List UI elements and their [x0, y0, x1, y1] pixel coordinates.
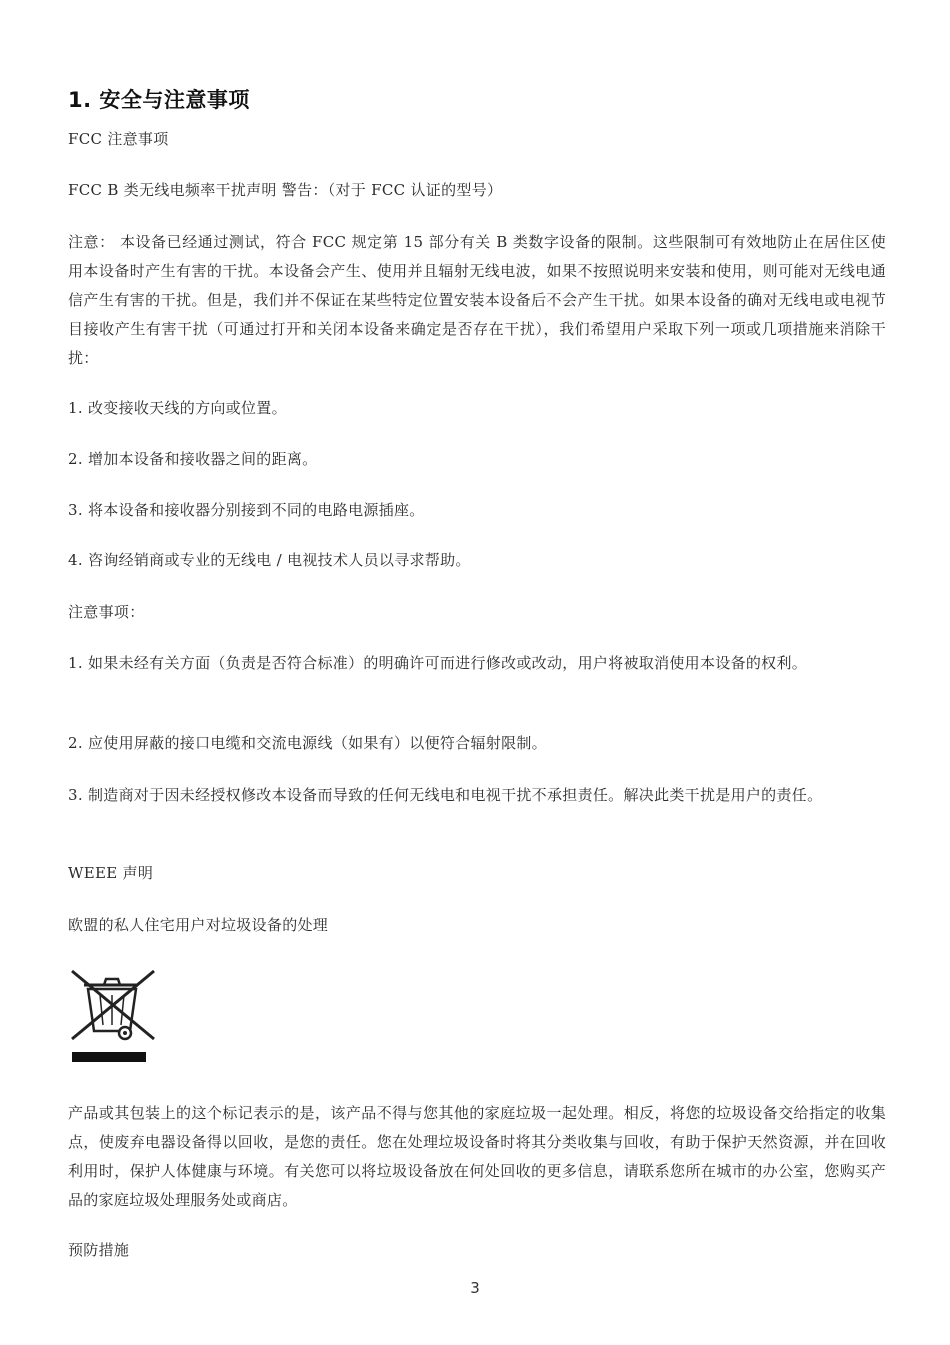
precautions-title: 预防措施: [68, 1241, 130, 1259]
weee-paragraph: 产品或其包装上的这个标记表示的是，该产品不得与您其他的家庭垃圾一起处理。相反，将您的垃圾设备交给指定的收集点，使废弃电器设备得以回收，是您的责任。您在处理垃圾设备时将其分类收集与回收，有助于保护天然资源，并在回收利用时，保护人体健康与环境。有关您可以将垃圾设备放在何处回收的更多信息，请联系您所在城市的办公室，您购买产品的家庭垃圾处理服务处或商店。: [68, 1104, 886, 1209]
fcc-statement: FCC B 类无线电频率干扰声明 警告：（对于 FCC 认证的型号）: [68, 181, 503, 199]
section-heading: 1. 安全与注意事项: [68, 88, 250, 112]
measure-item-1: 1. 改变接收天线的方向或位置。: [68, 399, 287, 417]
caution-item-1: 1. 如果未经有关方面（负责是否符合标准）的明确许可而进行修改或改动，用户将被取消使用本设备的权利。: [68, 654, 808, 672]
measure-item-3: 3. 将本设备和接收器分别接到不同的电路电源插座。: [68, 501, 425, 519]
caution-item-3: 3. 制造商对于因未经授权修改本设备而导致的任何无线电和电视干扰不承担责任。解决此类干扰是用户的责任。: [68, 786, 823, 804]
weee-title: WEEE 声明: [68, 864, 154, 882]
fcc-notice-paragraph: 注意： 本设备已经通过测试，符合 FCC 规定第 15 部分有关 B 类数字设备的限制。这些限制可有效地防止在居住区使用本设备时产生有害的干扰。本设备会产生、使用并且辐射无线电波，如果不按照说明来安装和使用，则可能对无线电通信产生有害的干扰。但是，我们并不保证在某些特定位置安装本设备后不会产生干扰。如果本设备的确对无线电或电视节目接收产生有害干扰（可通过打开和关闭本设备来确定是否存在干扰），我们希望用户采取下列一项或几项措施来消除干扰：: [68, 233, 886, 367]
measure-item-2: 2. 增加本设备和接收器之间的距离。: [68, 450, 318, 468]
measure-item-4: 4. 咨询经销商或专业的无线电 / 电视技术人员以寻求帮助。: [68, 551, 471, 569]
weee-subtitle: 欧盟的私人住宅用户对垃圾设备的处理: [68, 916, 329, 934]
crossed-out-wheelie-bin-icon: [68, 965, 160, 1065]
cautions-title: 注意事项：: [68, 603, 145, 621]
caution-item-2: 2. 应使用屏蔽的接口电缆和交流电源线（如果有）以便符合辐射限制。: [68, 734, 547, 752]
page-number: 3: [470, 1279, 480, 1297]
fcc-title: FCC 注意事项: [68, 130, 169, 148]
